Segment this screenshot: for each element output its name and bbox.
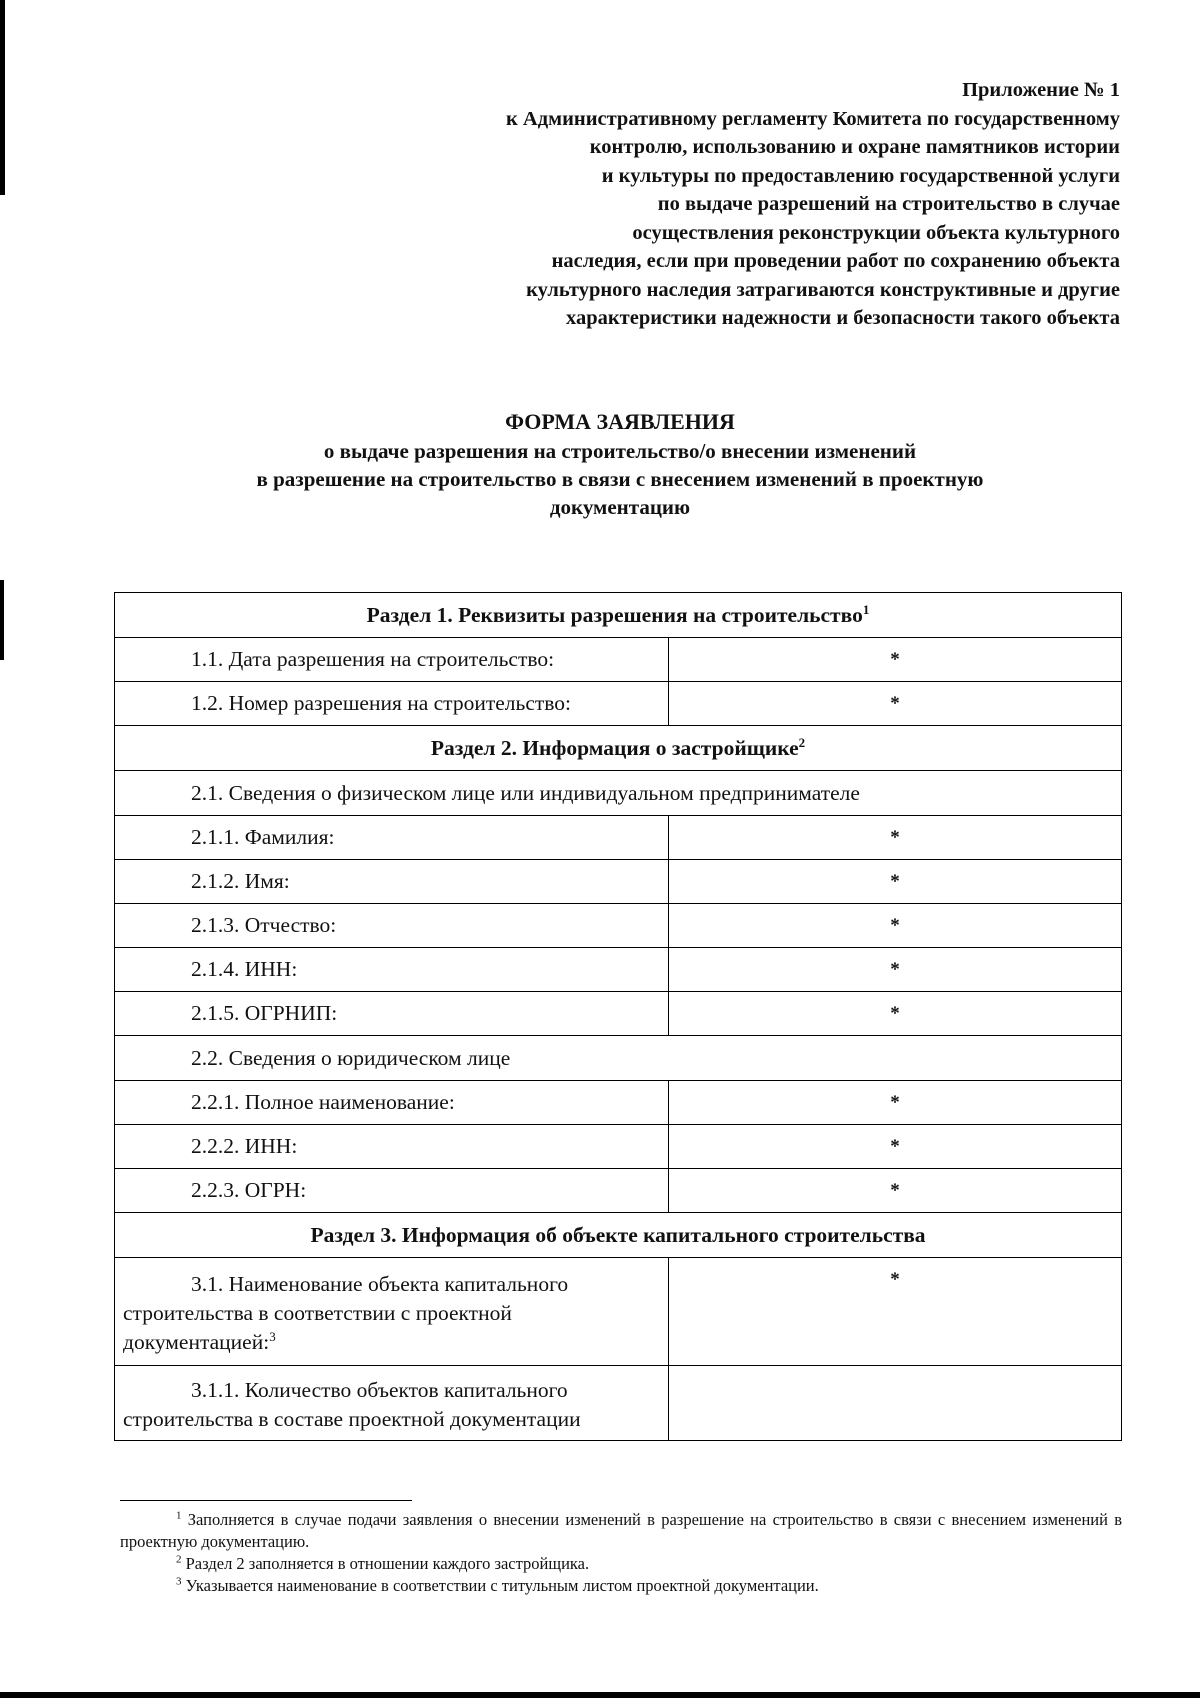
appendix-line: осуществления реконструкции объекта культурного (632, 221, 1120, 244)
field-label (115, 1258, 669, 1366)
footnote-ref: 2 (798, 734, 806, 750)
first-name-field[interactable]: * (669, 860, 1122, 904)
appendix-line: к Административному регламенту Комитета по государственному (506, 107, 1120, 130)
field-label: 2.1.1. Фамилия: (115, 816, 669, 860)
table-row (115, 860, 1122, 904)
label-line: 3.1.1. Количество объектов капитального (191, 1378, 568, 1402)
appendix-header (360, 76, 1120, 333)
field-label: 2.1.4. ИНН: (115, 948, 669, 992)
footnote: $^3$ Указывается наименование в соответствии с титульным листом проектной документации. (176, 1575, 819, 1595)
form-title (110, 408, 1130, 521)
footnote-ref: 3 (269, 1328, 276, 1344)
object-count-field[interactable] (669, 1366, 1122, 1441)
field-label: 2.2.1. Полное наименование: (115, 1081, 669, 1125)
scan-border-left-mark (0, 580, 4, 660)
table-row (115, 638, 1122, 682)
surname-field[interactable]: * (669, 816, 1122, 860)
table-row (115, 1366, 1122, 1441)
table-row (115, 992, 1122, 1036)
subsection-row (115, 771, 1122, 816)
appendix-line: наследия, если при проведении работ по сохранению объекта (551, 250, 1120, 272)
field-label: 2.1.3. Отчество: (115, 904, 669, 948)
field-label: 2.2.2. ИНН: (115, 1125, 669, 1169)
section-2-title: Раздел 2. Информация о застройщике$^2$ (115, 726, 1122, 771)
field-label: 2.1.5. ОГРНИП: (115, 992, 669, 1036)
field-label: 2.1.2. Имя: (115, 860, 669, 904)
form-heading: ФОРМА ЗАЯВЛЕНИЯ (505, 409, 735, 434)
application-form-table (114, 592, 1122, 1441)
label-line: строительства в соответствии с проектной (123, 1301, 512, 1325)
footnote: $^2$ Раздел 2 заполняется в отношении каждого застройщика. (176, 1553, 590, 1573)
full-name-field[interactable]: * (669, 1081, 1122, 1125)
appendix-line: характеристики надежности и безопасности такого объекта (565, 307, 1120, 329)
table-row (115, 1169, 1122, 1213)
label-line: 3.1. Наименование объекта капитального (191, 1272, 569, 1296)
table-row (115, 904, 1122, 948)
field-label (115, 1366, 669, 1441)
form-subtitle-line: о выдаче разрешения на строительство/о внесении изменений (323, 439, 917, 463)
patronymic-field[interactable]: * (669, 904, 1122, 948)
section-3-title: Раздел 3. Информация об объекте капитального строительства (115, 1213, 1122, 1258)
table-row (115, 816, 1122, 860)
section-1-title: Раздел 1. Реквизиты разрешения на строительство$^1$ (115, 593, 1122, 638)
field-label: 1.1. Дата разрешения на строительство: (115, 638, 669, 682)
appendix-line: и культуры по предоставлению государственной услуги (601, 164, 1120, 187)
section-row (115, 593, 1122, 638)
appendix-line: контролю, использованию и охране памятников истории (589, 136, 1120, 158)
subsection-row (115, 1036, 1122, 1081)
field-label: 1.2. Номер разрешения на строительство: (115, 682, 669, 726)
scan-border-left (0, 0, 5, 195)
appendix-line: культурного наследия затрагиваются конструктивные и другие (526, 278, 1120, 301)
footnotes (120, 1509, 1122, 1597)
table-row (115, 682, 1122, 726)
scan-border-bottom (0, 1692, 1200, 1698)
footnote: $^1$ Заполняется в случае подачи заявления о внесении изменений в разрешение на строительство в связи с внесением изменений в проектную документацию. (120, 1509, 1122, 1551)
label-line: строительства в составе проектной документации (123, 1407, 581, 1431)
section-row (115, 726, 1122, 771)
label-line: документацией: (123, 1330, 270, 1354)
subsection-2-2-title: 2.2. Сведения о юридическом лице (115, 1036, 1122, 1081)
permit-date-field[interactable]: * (669, 638, 1122, 682)
section-row (115, 1213, 1122, 1258)
footnote-ref: 1 (862, 601, 870, 617)
ogrn-field[interactable]: * (669, 1169, 1122, 1213)
table-row (115, 948, 1122, 992)
footnote-divider (120, 1500, 412, 1501)
subsection-2-1-title: 2.1. Сведения о физическом лице или индивидуальном предпринимателе (115, 771, 1122, 816)
appendix-number: Приложение № 1 (962, 79, 1120, 101)
appendix-line: по выдаче разрешений на строительство в случае (657, 193, 1120, 215)
object-name-field[interactable]: * (669, 1258, 1122, 1366)
form-subtitle-line: документацию (549, 495, 691, 519)
table-row (115, 1081, 1122, 1125)
permit-number-field[interactable]: * (669, 682, 1122, 726)
inn-legal-field[interactable]: * (669, 1125, 1122, 1169)
inn-individual-field[interactable]: * (669, 948, 1122, 992)
ogrnip-field[interactable]: * (669, 992, 1122, 1036)
table-row (115, 1125, 1122, 1169)
field-label: 2.2.3. ОГРН: (115, 1169, 669, 1213)
form-subtitle-line: в разрешение на строительство в связи с внесением изменений в проектную (256, 467, 984, 491)
table-row (115, 1258, 1122, 1366)
